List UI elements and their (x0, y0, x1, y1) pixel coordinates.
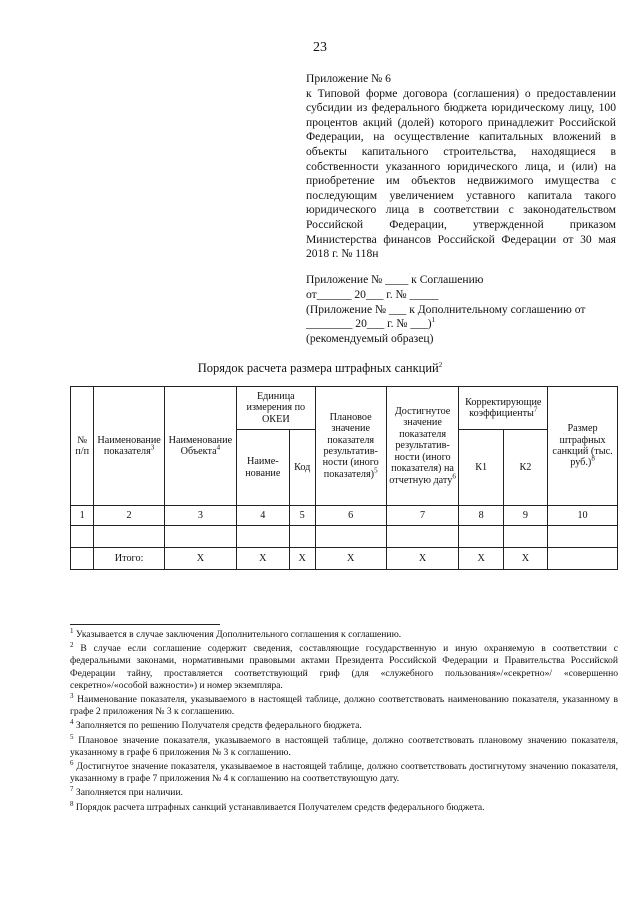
text-cell: К1 (475, 461, 488, 473)
text-cell: (Приложение № ___ к Дополнительному соглашению от ________ 20___ г. № ___) (306, 302, 586, 331)
text-cell: 5 (374, 466, 378, 475)
header-unit-name (236, 430, 289, 506)
header-planned (315, 387, 386, 506)
appendix-header (306, 72, 616, 262)
header-num (71, 387, 94, 506)
footnote (70, 732, 618, 759)
table-cell (548, 548, 618, 570)
header-unit (236, 387, 315, 430)
footnote (70, 758, 618, 785)
text-cell: Наименование показателя (97, 434, 161, 457)
text-cell: В случае если соглашение содержит сведения, составляющие государственную и иную охраняемую в соответствии с федеральными законами, нормативными правовыми актами Президента Российской Федерации и Правительства Российской Федерации тайну, проставляется соответствующий гриф (для «служебного пользования»/«секретно»/ «совершенно секретно»/«особой важности») и номер экземпляра. (70, 643, 618, 691)
text-cell: Порядок расчета размера штрафных санкций (197, 361, 439, 375)
table-cell (236, 526, 289, 548)
text-cell: 8 (70, 799, 74, 808)
text-cell: X (164, 548, 236, 570)
footnote-separator (70, 624, 220, 625)
footnote (70, 799, 618, 814)
text-cell: № п/п (75, 434, 90, 457)
text-cell: Заполняется при наличии. (75, 787, 183, 799)
header-penalty (548, 387, 618, 506)
text-cell: 9 (503, 506, 547, 526)
text-cell: 8 (591, 455, 595, 464)
empty-row (71, 526, 618, 548)
text-cell: 4 (236, 506, 289, 526)
footnotes (70, 626, 618, 816)
column-number-row (71, 506, 618, 526)
header-achieved (386, 387, 459, 506)
text-cell: 1 (71, 506, 94, 526)
total-row (71, 548, 618, 570)
text-cell: 8 (459, 506, 503, 526)
header-object (164, 387, 236, 506)
table-cell (71, 526, 94, 548)
header-indicator (94, 387, 164, 506)
appendix-heading: Приложение № 6 (306, 72, 391, 85)
text-cell: 7 (386, 506, 459, 526)
footnote-ref: 1 (431, 316, 436, 325)
text-cell: X (386, 548, 459, 570)
text-cell: 3 (70, 691, 74, 700)
text-cell: 3 (164, 506, 236, 526)
table-cell (548, 526, 618, 548)
text-cell: Плановое значение показателя, указываемого в настоящей таблице, должно соответствовать плановому значению показателя, указанному в графе 6 приложения № 3 к соглашению. (70, 734, 618, 758)
agreement-appendix-line: Приложение № ____ к Соглашению (306, 273, 484, 286)
text-cell: 4 (216, 443, 221, 452)
table-cell (459, 526, 503, 548)
text-cell: Указывается в случае заключения Дополнительного соглашения к соглашению. (75, 629, 402, 640)
text-cell: 4 (70, 718, 74, 727)
text-cell: 3 (150, 443, 155, 452)
header-k2 (503, 430, 547, 506)
text-cell: 6 (452, 472, 456, 481)
text-cell: Корректирующие коэффициенты (465, 396, 542, 419)
header-k1 (459, 430, 503, 506)
text-cell: Наиме-нование (245, 456, 281, 479)
text-cell: 5 (289, 506, 315, 526)
text-cell: X (315, 548, 386, 570)
text-cell: Заполняется по решению Получателя средств федерального бюджета. (75, 720, 362, 732)
text-cell: X (236, 548, 289, 570)
header-unit-code (289, 430, 315, 506)
text-cell: Достигнутое значение показателя, указываемое в настоящей таблице, должно соответствовать достигнутому значению показателя, указанному в графе 7 приложения № 4 к соглашению на соответствующую дату. (70, 761, 618, 785)
table-cell (289, 526, 315, 548)
agreement-date-line: от______ 20___ г. № _____ (306, 287, 439, 301)
document-title (0, 361, 640, 376)
text-cell: 7 (533, 405, 538, 414)
table-cell (94, 526, 164, 548)
text-cell: X (459, 548, 503, 570)
additional-agreement-line (306, 303, 616, 333)
text-cell: Достигнутое значение показателя результатив-ности (иного показателя) на отчетную дату (389, 406, 454, 486)
text-cell: X (503, 548, 547, 570)
text-cell: 2 (70, 641, 74, 650)
appendix-text: к Типовой форме договора (соглашения) о предоставлении субсидии из федерального бюджета юридическому лицу, 100 процентов акций (долей) которого принадлежит Российской Федерации, на осуществление капитальных вложений в объекты капитального строительства, находящиеся в собственности указанного юридического лица, и (или) на приобретение им объектов недвижимого имущества с последующим увеличением уставного капитала такого юридического лица в соответствии с законодательством Российской Федерации, утвержденной приказом Министерства финансов Российской Федерации от 30 мая 2018 г. № 118н (306, 86, 616, 261)
footnote (70, 691, 618, 718)
table-cell (503, 526, 547, 548)
table-cell (386, 526, 459, 548)
table-cell (315, 526, 386, 548)
footnote (70, 626, 618, 641)
text-cell: К2 (519, 461, 532, 473)
text-cell: 1 (70, 626, 74, 635)
text-cell: 2 (94, 506, 164, 526)
agreement-appendix-block (306, 273, 616, 347)
text-cell: Наименование Объекта (168, 434, 233, 457)
penalty-table (70, 386, 618, 570)
table-cell (71, 548, 94, 570)
footnote (70, 720, 618, 732)
header-coefficients (459, 387, 548, 430)
text-cell: Наименование показателя, указываемого в настоящей таблице, должно соответствовать наименованию показателя, указанному в графе 2 приложения № 3 к соглашению. (70, 694, 618, 718)
page-number: 23 (313, 40, 327, 55)
text-cell: 6 (315, 506, 386, 526)
footnote (70, 643, 618, 692)
footnote (70, 787, 618, 799)
recommended-sample-note: (рекомендуемый образец) (306, 332, 434, 346)
text-cell: 5 (70, 732, 74, 741)
text-cell: Размер штрафных санкций (тыс. руб.) (552, 423, 613, 469)
text-cell: X (289, 548, 315, 570)
table-cell (164, 526, 236, 548)
text-cell: Единица измерения по ОКЕИ (246, 390, 306, 425)
text-cell: 7 (70, 785, 74, 794)
text-cell: Код (294, 461, 311, 473)
text-cell: 10 (548, 506, 618, 526)
footnote-ref: 2 (438, 360, 443, 369)
text-cell: Плановое значение показателя результатив-ности (иного показателя) (322, 411, 379, 480)
text-cell: Порядок расчета штрафных санкций устанавливается Получателем средств федерального бюджета. (75, 801, 485, 813)
total-label: Итого: (94, 548, 164, 570)
text-cell: 6 (70, 758, 74, 767)
